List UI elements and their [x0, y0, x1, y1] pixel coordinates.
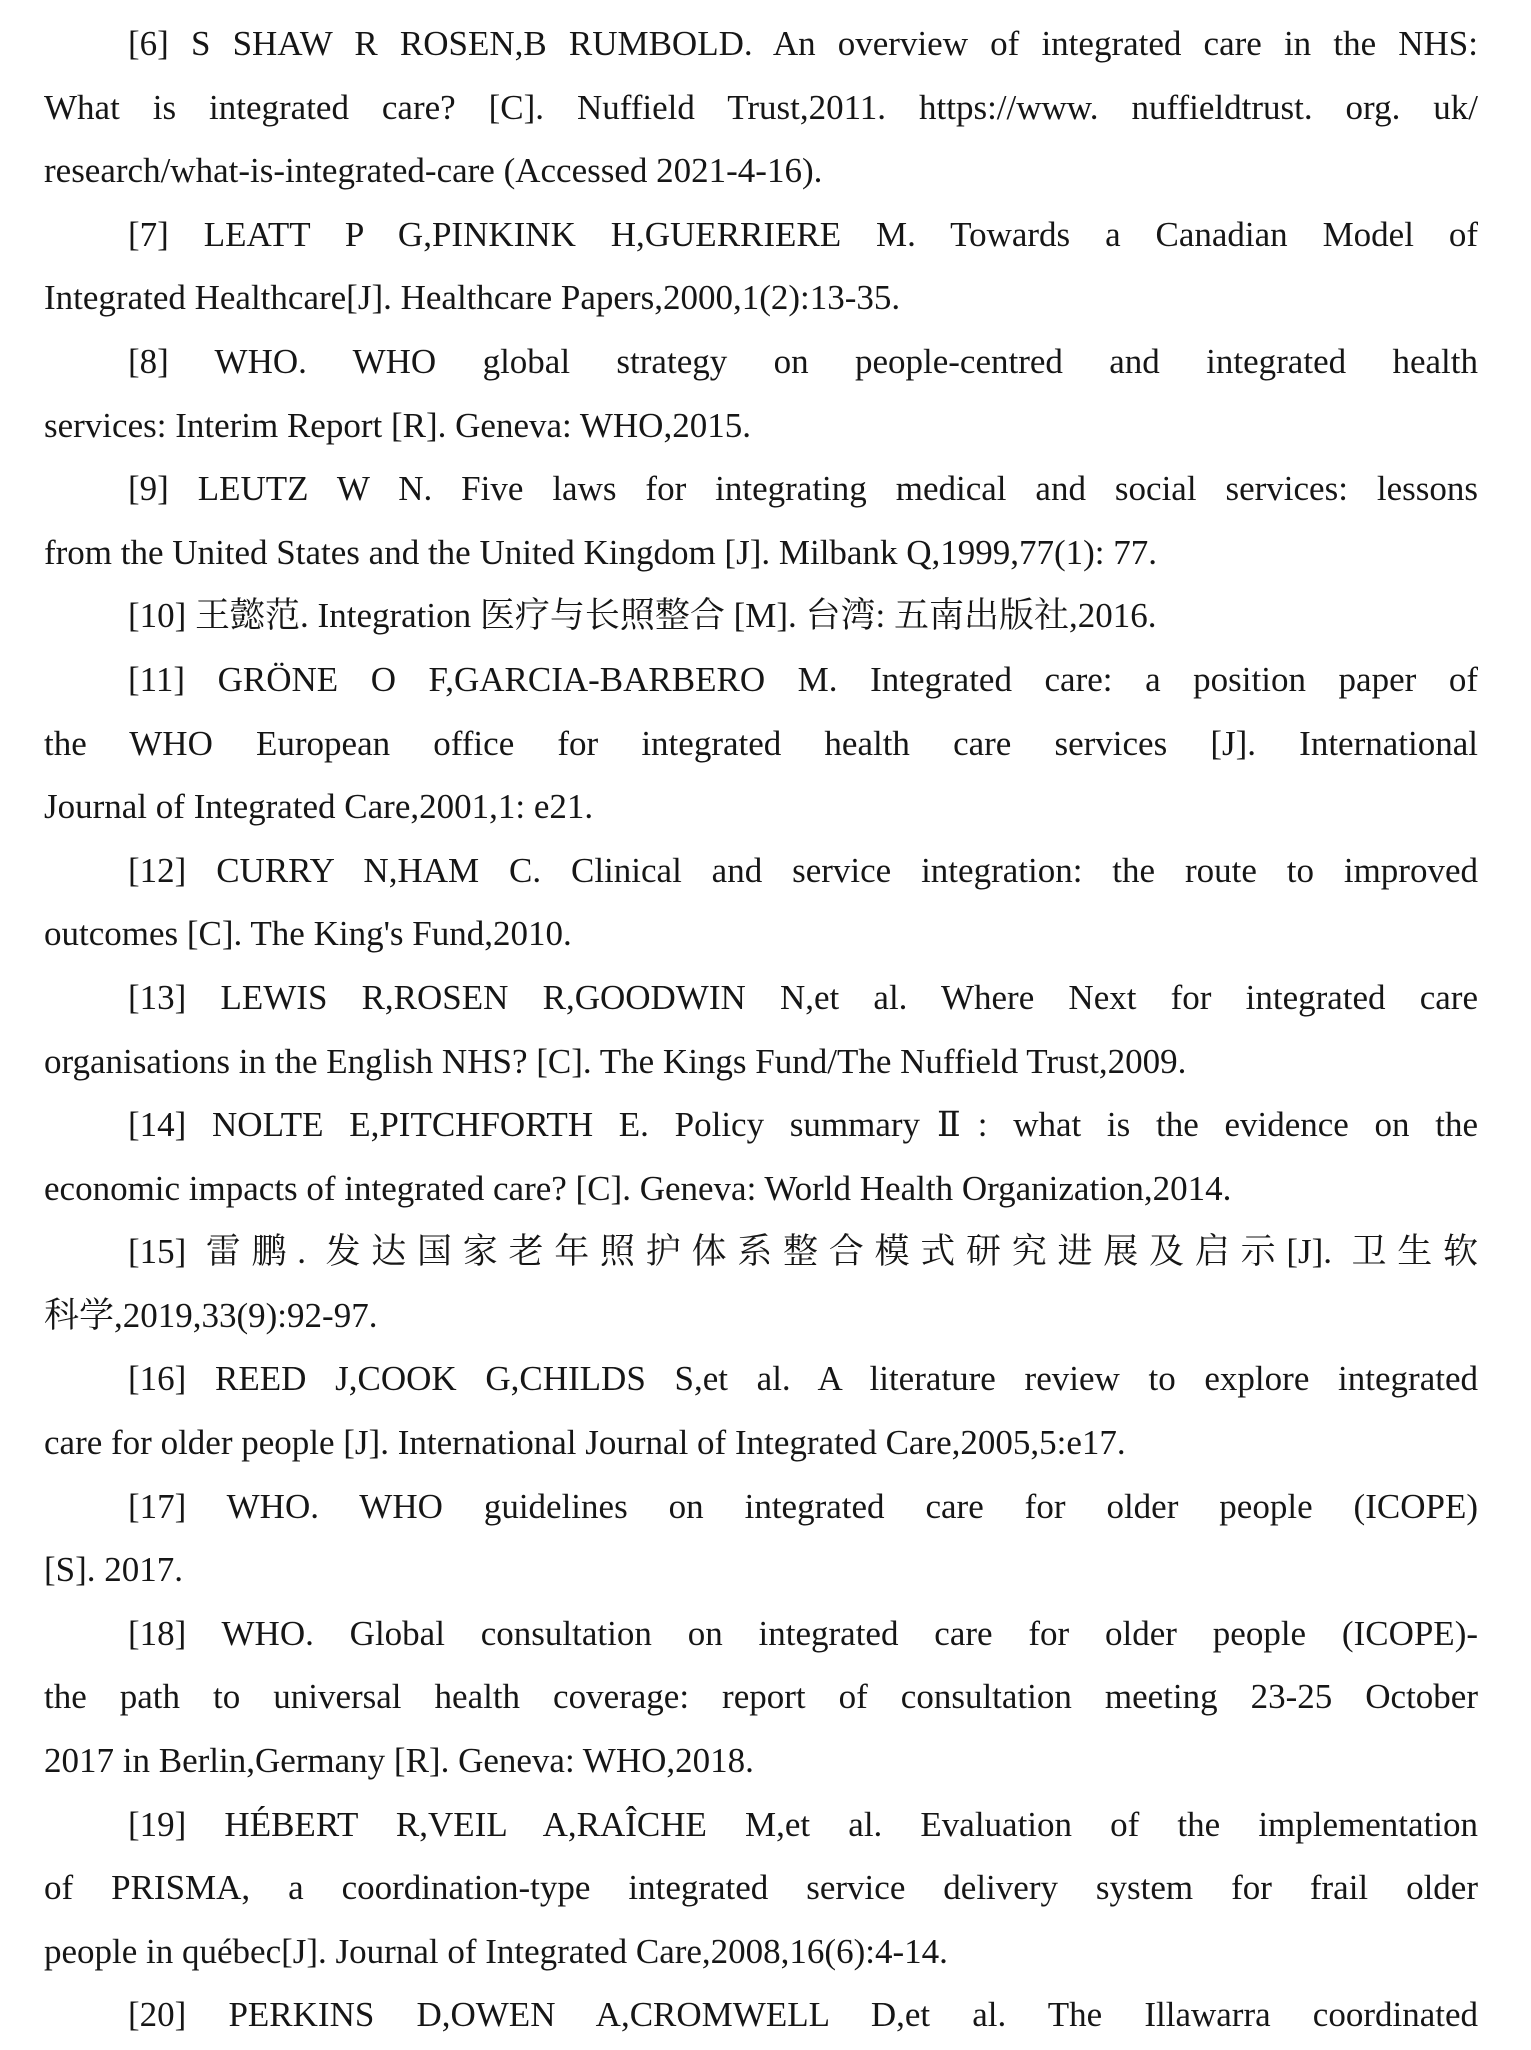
reference-line: from the United States and the United Kingdom [J]. Milbank Q,1999,77(1): 77. — [44, 532, 1158, 572]
reference-line: [12] CURRY N,HAM C. Clinical and service integration: the route to improved — [128, 850, 1478, 890]
reference-line: [18] WHO. Global consultation on integrated care for older people (ICOPE)- — [128, 1613, 1478, 1653]
reference-line: the WHO European office for integrated health care services [J]. International — [44, 723, 1478, 763]
reference-entry-17 — [44, 1475, 1478, 1602]
reference-entry-12 — [44, 839, 1478, 966]
reference-line: [16] REED J,COOK G,CHILDS S,et al. A literature review to explore integrated — [128, 1359, 1478, 1399]
reference-line: [15] 雷鹏. 发达国家老年照护体系整合模式研究进展及启示[J]. 卫生软 — [128, 1232, 1478, 1272]
reference-line: [6] S SHAW R ROSEN,B RUMBOLD. An overview of integrated care in the NHS: — [128, 24, 1478, 63]
reference-entry-16 — [44, 1347, 1478, 1474]
reference-line: outcomes [C]. The King's Fund,2010. — [44, 914, 572, 954]
reference-entry-18 — [44, 1602, 1478, 1793]
reference-entry-15 — [44, 1220, 1478, 1347]
reference-line: services: Interim Report [R]. Geneva: WHO,2015. — [44, 405, 751, 445]
reference-line: [17] WHO. WHO guidelines on integrated care for older people (ICOPE) — [128, 1486, 1478, 1526]
reference-line: [8] WHO. WHO global strategy on people-centred and integrated health — [128, 341, 1478, 381]
reference-entry-8 — [44, 330, 1478, 457]
reference-entry-19 — [44, 1793, 1478, 1984]
reference-line: the path to universal health coverage: report of consultation meeting 23-25 October — [44, 1677, 1478, 1717]
reference-line: [10] 王懿范. Integration 医疗与长照整合 [M]. 台湾: 五南出版社,2016. — [128, 596, 1157, 636]
reference-line: [7] LEATT P G,PINKINK H,GUERRIERE M. Towards a Canadian Model of — [128, 214, 1478, 254]
reference-entry-7 — [44, 203, 1478, 330]
reference-entry-11 — [44, 648, 1478, 839]
reference-line: 2017 in Berlin,Germany [R]. Geneva: WHO,2018. — [44, 1741, 754, 1781]
reference-line: 科学,2019,33(9):92-97. — [44, 1295, 378, 1335]
reference-line: people in québec[J]. Journal of Integrated Care,2008,16(6):4-14. — [44, 1931, 948, 1971]
reference-line: [S]. 2017. — [44, 1550, 184, 1590]
reference-line: [13] LEWIS R,ROSEN R,GOODWIN N,et al. Where Next for integrated care — [128, 977, 1478, 1017]
reference-line: of PRISMA, a coordination-type integrated service delivery system for frail older — [44, 1868, 1478, 1908]
reference-line: [9] LEUTZ W N. Five laws for integrating medical and social services: lessons — [128, 469, 1478, 509]
reference-entry-10 — [44, 584, 1478, 648]
reference-entry-20 — [44, 1983, 1478, 2047]
reference-line: [11] GRÖNE O F,GARCIA-BARBERO M. Integrated care: a position paper of — [128, 659, 1478, 699]
reference-line: [14] NOLTE E,PITCHFORTH E. Policy summaryⅡ: what is the evidence on the — [128, 1105, 1478, 1145]
reference-line: [20] PERKINS D,OWEN A,CROMWELL D,et al. The Illawarra coordinated — [128, 1995, 1478, 2035]
reference-list — [44, 12, 1478, 2047]
reference-entry-13 — [44, 966, 1478, 1093]
reference-line: What is integrated care? [C]. Nuffield Trust,2011. https://www. nuffieldtrust. org. uk/ — [44, 87, 1478, 127]
reference-line: Integrated Healthcare[J]. Healthcare Papers,2000,1(2):13-35. — [44, 278, 901, 318]
reference-entry-9 — [44, 457, 1478, 584]
reference-line: research/what-is-integrated-care (Accessed 2021-4-16). — [44, 151, 823, 191]
reference-line: [19] HÉBERT R,VEIL A,RAÎCHE M,et al. Evaluation of the implementation — [128, 1804, 1478, 1844]
reference-entry-14 — [44, 1093, 1478, 1220]
reference-line: organisations in the English NHS? [C]. The Kings Fund/The Nuffield Trust,2009. — [44, 1041, 1187, 1081]
reference-line: Journal of Integrated Care,2001,1: e21. — [44, 787, 594, 827]
reference-line: economic impacts of integrated care? [C]. Geneva: World Health Organization,2014. — [44, 1168, 1232, 1208]
reference-line: care for older people [J]. International Journal of Integrated Care,2005,5:e17. — [44, 1423, 1126, 1463]
reference-entry-6 — [44, 12, 1478, 203]
